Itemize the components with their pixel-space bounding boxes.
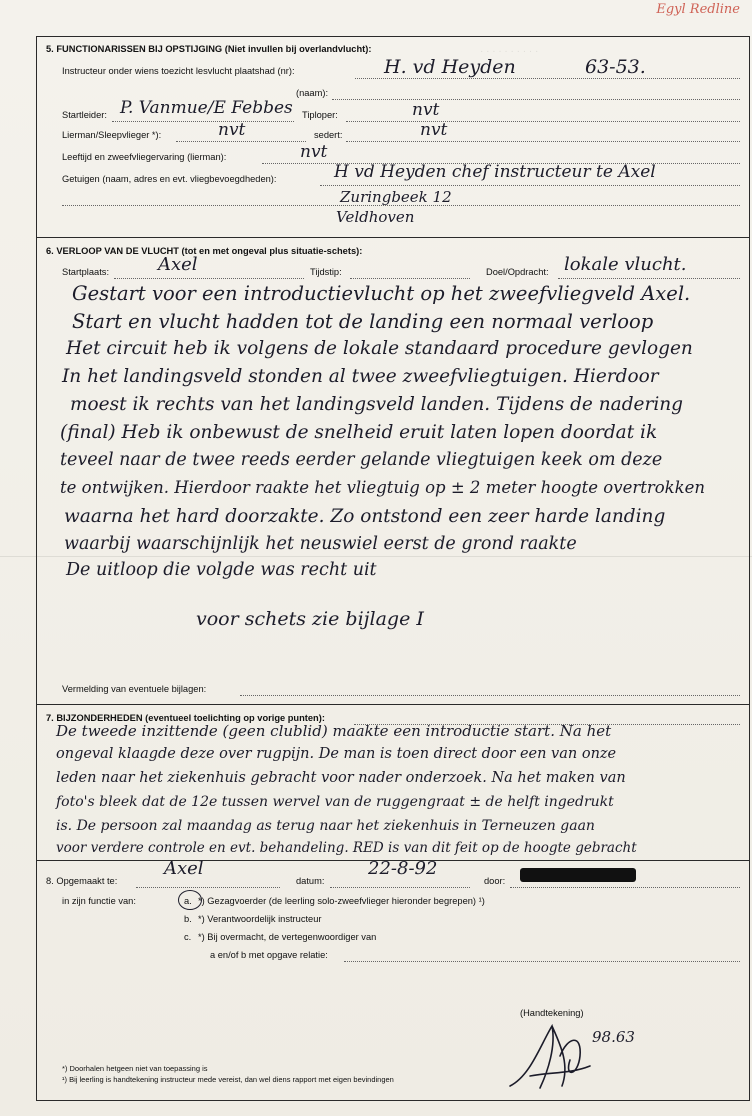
option-b-text: *) Verantwoordelijk instructeur [198, 914, 322, 924]
lierman-line [176, 141, 306, 142]
functie-label: in zijn functie van: [62, 896, 136, 906]
instructor-number: 63-53. [585, 56, 646, 78]
naam-line [332, 99, 740, 100]
naam-label: (naam): [296, 88, 329, 98]
option-c-letter: c. [184, 932, 192, 942]
narrative-line: De uitloop die volgde was recht uit [66, 560, 377, 580]
remarks-line: De tweede inzittende (geen clublid) maakte een introductie start. Na het [56, 722, 612, 740]
leeftijd-label: Leeftijd en zweefvliegervaring (lierman): [62, 152, 227, 162]
section-5-heading: 5. FUNCTIONARISSEN BIJ OPSTIJGING (Niet invullen bij overlandvlucht): [46, 44, 372, 54]
footnote-2: ¹) Bij leerling is handtekening instructeur mede vereist, dan wel diens rapport met eigen bevindingen [62, 1075, 394, 1084]
instructor-label: Instructeur onder wiens toezicht lesvlucht plaatshad (nr): [62, 66, 295, 76]
narrative-line: Het circuit heb ik volgens de lokale standaard procedure gevlogen [66, 338, 693, 359]
opgemaakt-label: 8. Opgemaakt te: [46, 876, 118, 886]
show-through-text: · · · · · · · · · · [480, 46, 539, 57]
section-6-heading: 6. VERLOOP VAN DE VLUCHT (tot en met ongeval plus situatie-schets): [46, 246, 363, 256]
bijlagen-line [240, 695, 740, 696]
opgemaakt-value: Axel [164, 858, 204, 879]
startleider-line [112, 121, 294, 122]
remarks-line: voor verdere controle en evt. behandeling. RED is van dit feit op de hoogte gebracht [56, 840, 637, 856]
doel-line [558, 278, 740, 279]
datum-line [330, 887, 470, 888]
section-7-heading: 7. BIJZONDERHEDEN (eventueel toelichting op vorige punten): [46, 713, 325, 723]
startplaats-label: Startplaats: [62, 267, 110, 277]
tijdstip-line [350, 278, 470, 279]
narrative-line: moest ik rechts van het landingsveld landen. Tijdens de nadering [70, 394, 684, 415]
option-b-letter: b. [184, 914, 192, 924]
startplaats-value: Axel [158, 254, 198, 275]
sketch-note: voor schets zie bijlage I [196, 608, 424, 630]
signature-number: 98.63 [592, 1028, 635, 1046]
section-6-box [36, 236, 750, 705]
opgemaakt-line [136, 887, 280, 888]
leeftijd-value: nvt [300, 142, 328, 162]
instructor-line [355, 78, 740, 79]
option-c-continuation: a en/of b met opgave relatie: [210, 950, 328, 960]
getuigen-line-1 [320, 185, 740, 186]
narrative-line: teveel naar de twee reeds eerder gelande vliegtuigen keek om deze [60, 450, 663, 470]
getuigen-value-3: Veldhoven [336, 208, 415, 226]
tiploper-line [346, 121, 740, 122]
door-line [510, 887, 740, 888]
doel-value: lokale vlucht. [564, 254, 687, 275]
tiploper-value: nvt [412, 100, 440, 120]
narrative-line: (final) Heb ik onbewust de snelheid eruit laten lopen doordat ik [60, 422, 658, 443]
option-a-letter: a. [184, 896, 192, 906]
tijdstip-label: Tijdstip: [310, 267, 342, 277]
remarks-line: is. De persoon zal maandag as terug naar het ziekenhuis in Terneuzen gaan [56, 818, 595, 834]
datum-label: datum: [296, 876, 325, 886]
narrative-line: In het landingsveld stonden al twee zweefvliegtuigen. Hierdoor [62, 366, 659, 387]
narrative-line: te ontwijken. Hierdoor raakte het vliegtuig op ± 2 meter hoogte overtrokken [60, 478, 706, 497]
sedert-label: sedert: [314, 130, 343, 140]
handtekening-label: (Handtekening) [520, 1008, 584, 1018]
option-c-text: *) Bij overmacht, de vertegenwoordiger van [198, 932, 377, 942]
narrative-line: Gestart voor een introductievlucht op het zweefvliegveld Axel. [72, 282, 691, 305]
startleider-value: P. Vanmue/E Febbes [120, 98, 293, 118]
remarks-line: leden naar het ziekenhuis gebracht voor nader onderzoek. Na het maken van [56, 770, 626, 786]
redacted-name-block [520, 868, 636, 882]
narrative-line: waarbij waarschijnlijk het neuswiel eerst de grond raakte [64, 534, 577, 554]
narrative-line: Start en vlucht hadden tot de landing een normaal verloop [72, 310, 654, 333]
remarks-line: foto's bleek dat de 12e tussen wervel van de ruggengraat ± de helft ingedrukt [56, 794, 614, 810]
tiploper-label: Tiploper: [302, 110, 338, 120]
remarks-line: ongeval klaagde deze over rugpijn. De man is toen direct door een van onze [56, 746, 617, 762]
narrative-line: waarna het hard doorzakte. Zo ontstond een zeer harde landing [64, 506, 666, 527]
lierman-value: nvt [218, 120, 246, 140]
sedert-value: nvt [420, 120, 448, 140]
startleider-label: Startleider: [62, 110, 107, 120]
option-a-text: *) Gezagvoerder (de leerling solo-zweefvlieger hieronder begrepen) ¹) [198, 896, 485, 906]
getuigen-value-1: H vd Heyden chef instructeur te Axel [334, 162, 656, 182]
corner-handwritten-note: Egyl Redline [656, 2, 740, 17]
lierman-label: Lierman/Sleepvlieger *): [62, 130, 162, 140]
door-label: door: [484, 876, 506, 886]
relatie-line [344, 961, 740, 962]
footnote-1: *) Doorhalen hetgeen niet van toepassing is [62, 1064, 208, 1073]
doel-label: Doel/Opdracht: [486, 267, 549, 277]
startplaats-line [114, 278, 304, 279]
datum-value: 22-8-92 [368, 858, 438, 879]
getuigen-value-2: Zuringbeek 12 [340, 188, 452, 206]
sedert-line [346, 141, 740, 142]
bijlagen-label: Vermelding van eventuele bijlagen: [62, 684, 207, 694]
getuigen-label: Getuigen (naam, adres en evt. vliegbevoegdheden): [62, 174, 277, 184]
instructor-value: H. vd Heyden [384, 56, 516, 78]
